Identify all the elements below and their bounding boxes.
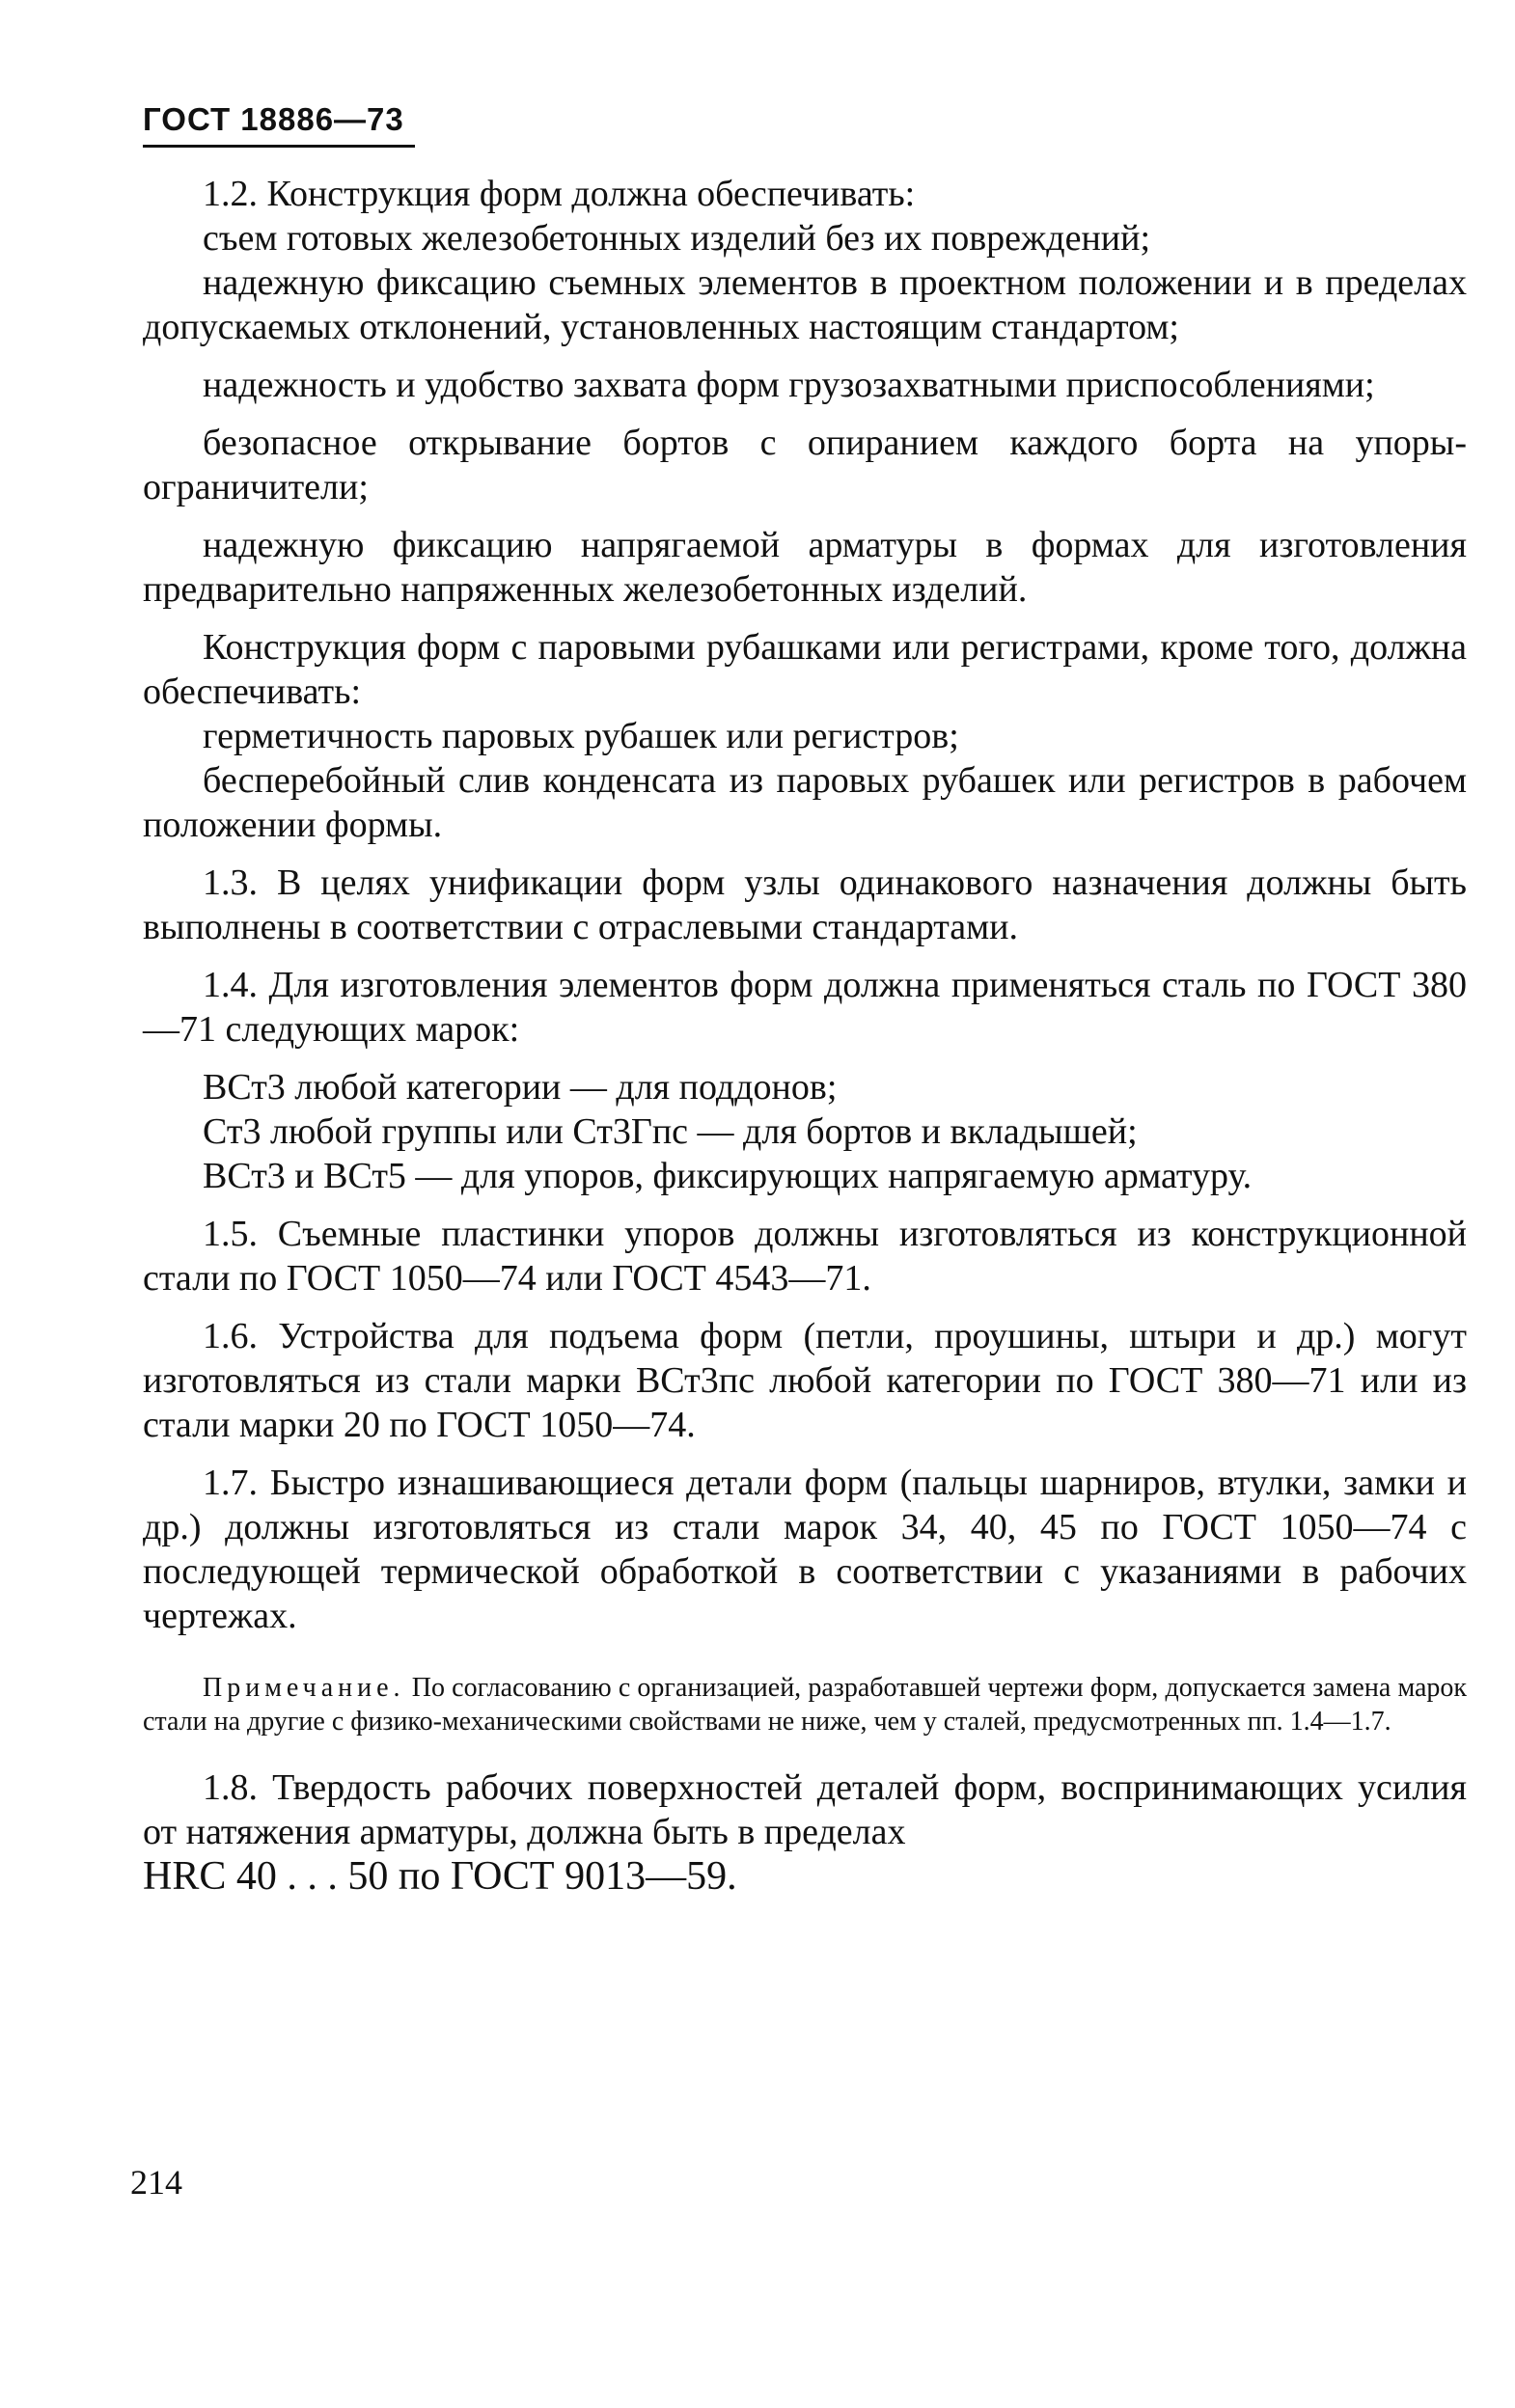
- clause-1-2-intro: 1.2. Конструкция форм должна обеспечивать:: [203, 174, 916, 214]
- document-body: [143, 172, 1467, 1912]
- clause-1-4: 1.4. Для изготовления элементов форм должна применяться сталь по ГОСТ 380—71 следующих марок:: [143, 965, 1467, 1050]
- clause-1-4-item: ВСт3 любой категории — для поддонов;: [203, 1067, 838, 1108]
- clause-1-2-item: съем готовых железобетонных изделий без их повреждений;: [203, 218, 1151, 259]
- note-label: Примечание.: [203, 1673, 405, 1703]
- page-number: 214: [130, 2163, 182, 2202]
- note-text: По согласованию с организацией, разработавшей чертежи форм, допускается замена марок стали на другие с физико-механическими свойствами не ниже, чем у сталей, предусмотренных пп. 1.4—1.7.: [143, 1673, 1467, 1737]
- clause-1-2-steam-item: бесперебойный слив конденсата из паровых рубашек или регистров в рабочем положении формы.: [143, 760, 1467, 845]
- standard-id: ГОСТ 18886—73: [143, 101, 404, 137]
- clause-1-2-item: безопасное открывание бортов с опиранием каждого борта на упоры-ограничители;: [143, 423, 1467, 507]
- clause-1-6: 1.6. Устройства для подъема форм (петли, проушины, штыри и др.) могут изготовляться из стали марки ВСт3пс любой категории по ГОСТ 380—71 или из стали марки 20 по ГОСТ 1050—74.: [143, 1316, 1467, 1445]
- clause-1-8: 1.8. Твердость рабочих поверхностей деталей форм, воспринимающих усилия от натяжения арматуры, должна быть в пределах: [143, 1767, 1467, 1852]
- clause-1-2-steam-item: герметичность паровых рубашек или регистров;: [203, 716, 959, 756]
- clause-1-4-item: Ст3 любой группы или Ст3Гпс — для бортов и вкладышей;: [203, 1111, 1138, 1152]
- clause-1-8-hrc: HRC 40 . . . 50 по ГОСТ 9013—59.: [143, 1854, 737, 1899]
- clause-1-2-steam: Конструкция форм с паровыми рубашками или регистрами, кроме того, должна обеспечивать:: [143, 627, 1467, 712]
- clause-1-5: 1.5. Съемные пластинки упоров должны изготовляться из конструкционной стали по ГОСТ 1050—74 или ГОСТ 4543—71.: [143, 1214, 1467, 1299]
- clause-1-2-item: надежную фиксацию съемных элементов в проектном положении и в пределах допускаемых отклонений, установленных настоящим стандартом;: [143, 262, 1467, 347]
- clause-1-2-item: надежность и удобство захвата форм грузозахватными приспособлениями;: [203, 365, 1375, 405]
- clause-1-7: 1.7. Быстро изнашивающиеся детали форм (пальцы шарниров, втулки, замки и др.) должны изготовляться из стали марок 34, 40, 45 по ГОСТ 1050—74 с последующей термической обработкой в соответствии с указаниями в рабочих чертежах.: [143, 1463, 1467, 1636]
- clause-1-2-item: надежную фиксацию напрягаемой арматуры в формах для изготовления предварительно напряженных железобетонных изделий.: [143, 525, 1467, 610]
- clause-1-3: 1.3. В целях унификации форм узлы одинакового назначения должны быть выполнены в соответствии с отраслевыми стандартами.: [143, 862, 1467, 947]
- document-header: [143, 98, 415, 148]
- note: [143, 1671, 1467, 1738]
- clause-1-4-item: ВСт3 и ВСт5 — для упоров, фиксирующих напрягаемую арматуру.: [203, 1156, 1253, 1196]
